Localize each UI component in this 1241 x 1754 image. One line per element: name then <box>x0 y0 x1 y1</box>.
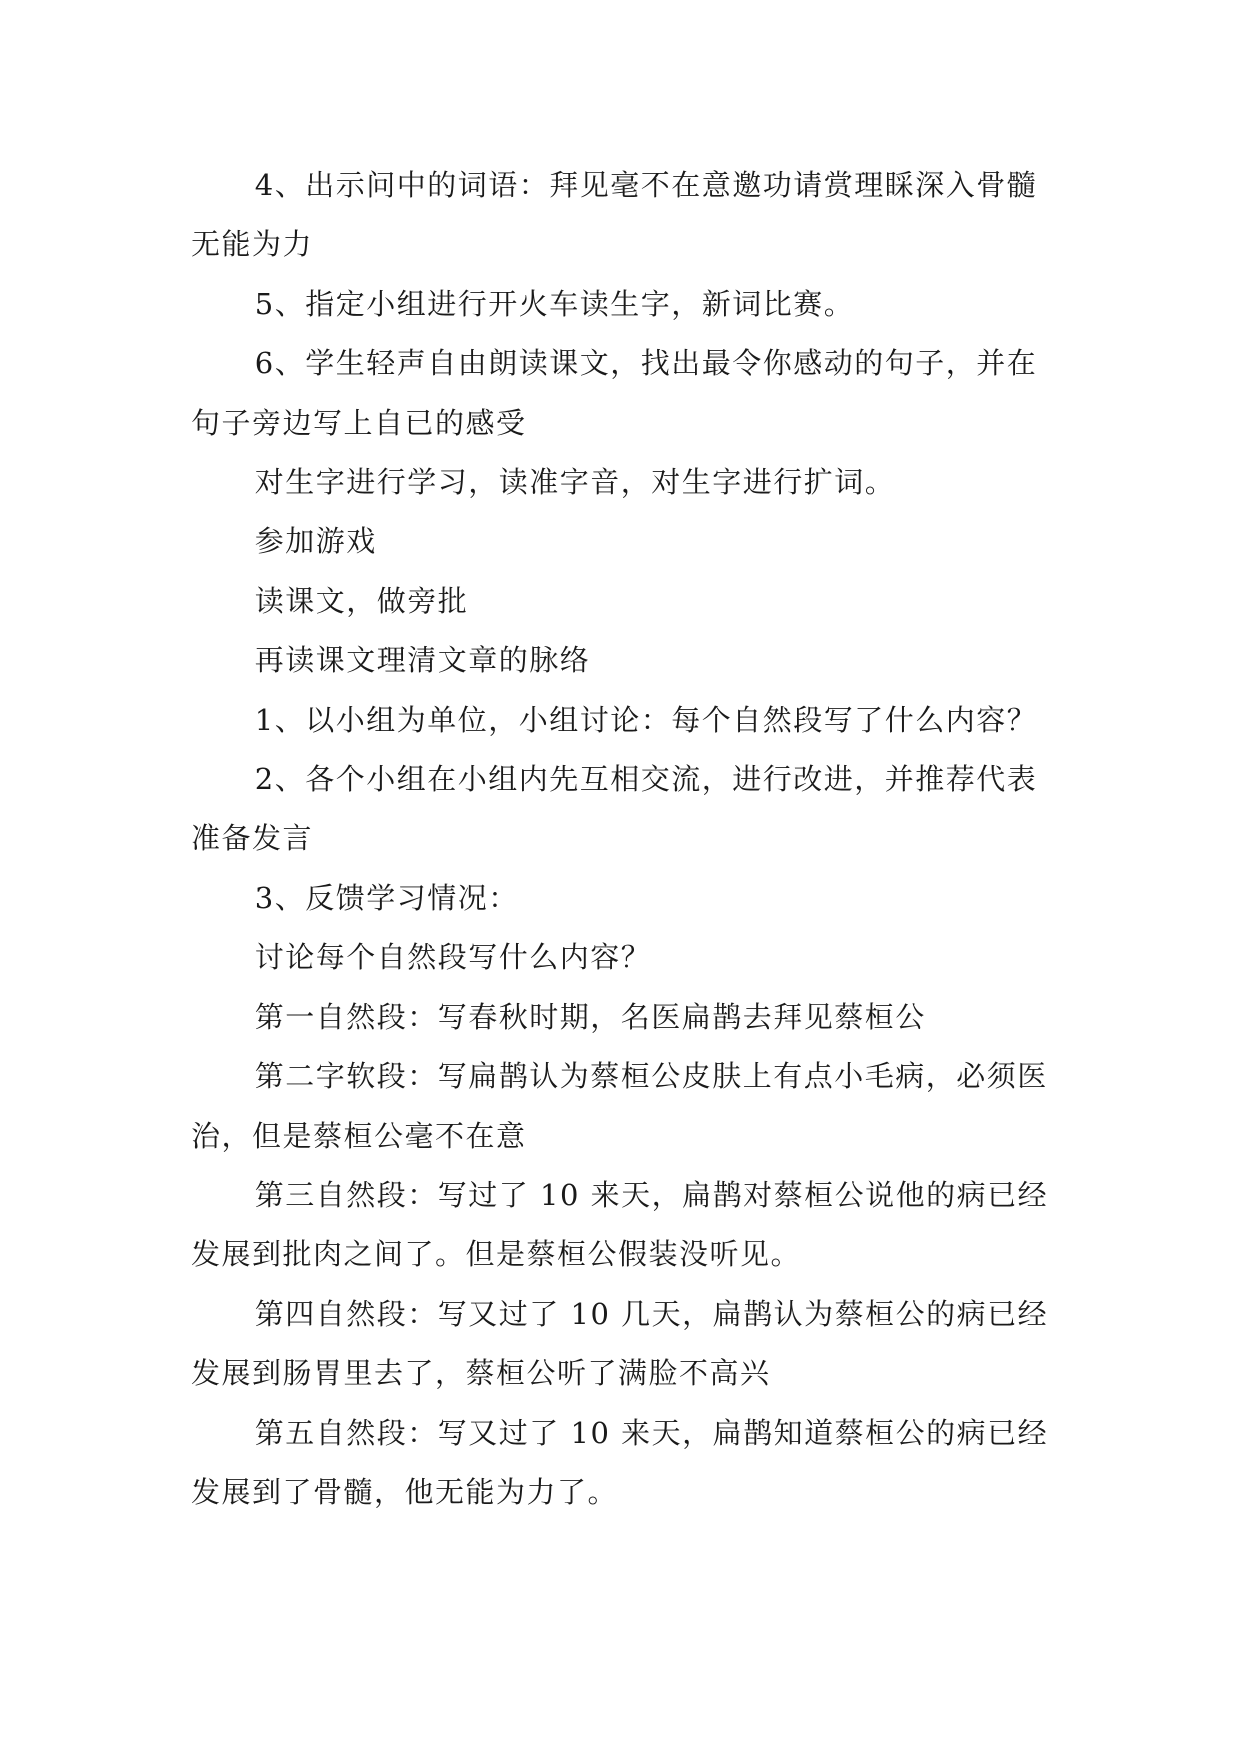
paragraph-group-step-1: 1、以小组为单位，小组讨论：每个自然段写了什么内容？ <box>254 702 1038 737</box>
paragraph-discussion-question: 讨论每个自然段写什么内容？ <box>254 940 652 975</box>
paragraph-section-1: 第一自然段：写春秋时期，名医扁鹊去拜见蔡桓公 <box>254 999 926 1034</box>
paragraph-step-6: 6、学生轻声自由朗读课文，找出最令你感动的句子，并在句子旁边写上自已的感受 <box>191 346 1038 440</box>
paragraph-study-characters: 对生字进行学习，读准字音，对生字进行扩词。 <box>254 465 896 500</box>
paragraph-section-2: 第二字软段：写扁鹊认为蔡桓公皮肤上有点小毛病，必须医治，但是蔡桓公毫不在意 <box>191 1059 1048 1153</box>
document-body <box>191 156 1053 1522</box>
paragraph-reread: 再读课文理清文章的脉络 <box>254 643 591 678</box>
paragraph-join-game: 参加游戏 <box>254 524 377 559</box>
paragraph-section-4: 第四自然段：写又过了 10 几天，扁鹊认为蔡桓公的病已经发展到肠胃里去了，蔡桓公听了满脸不高兴 <box>191 1296 1049 1391</box>
paragraph-group-step-2: 2、各个小组在小组内先互相交流，进行改进，并推荐代表准备发言 <box>191 762 1038 856</box>
paragraph-read-annotate: 读课文，做旁批 <box>254 583 469 618</box>
paragraph-section-3: 第三自然段：写过了 10 来天，扁鹊对蔡桓公说他的病已经发展到批肉之间了。但是蔡桓公假装没听见。 <box>191 1177 1049 1272</box>
paragraph-step-5: 5、指定小组进行开火车读生字，新词比赛。 <box>254 286 855 321</box>
paragraph-group-step-3: 3、反馈学习情况： <box>254 880 519 915</box>
paragraph-step-4: 4、出示问中的词语：拜见毫不在意邀功请赏理睬深入骨髓无能为力 <box>191 168 1038 262</box>
paragraph-section-5: 第五自然段：写又过了 10 来天，扁鹊知道蔡桓公的病已经发展到了骨髓，他无能为力了。 <box>191 1415 1049 1509</box>
